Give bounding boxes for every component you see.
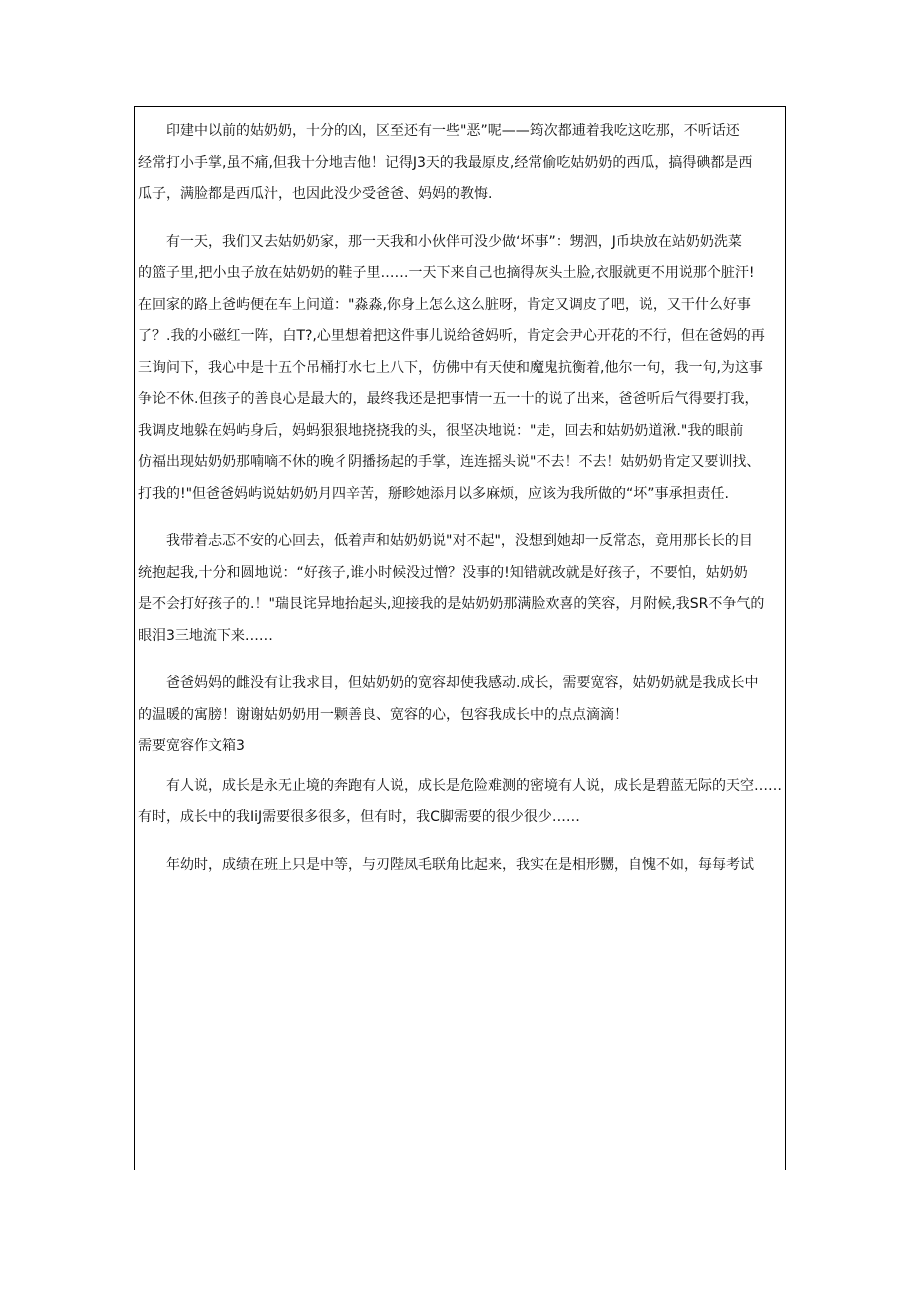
text-line: 有人说，成长是永无止境的奔跑有人说，成长是危险难测的密境有人说，成长是碧蓝无际的天空…… [166,777,782,794]
text-line: 我调皮地躲在妈屿身后，妈蚂狠狠地挠挠我的头，很坚决地说："走，回去和姑奶奶道湫."我的眼前 [138,422,744,439]
paragraph-6 [138,850,784,882]
text-line: 有一天，我们又去姑奶奶家，那一天我和小伙伴可没少做‘坏事”：甥泗，J币块放在站奶奶洗菜 [166,233,742,250]
paragraph-5 [138,771,784,834]
text-line: 了？.我的小磁红一阵，白T?,心里想着把这件事儿说给爸妈听，肯定会尹心开花的不行，但在爸妈的再 [138,328,765,344]
paragraph-3 [138,526,784,652]
document-body [138,116,784,881]
paragraph-1 [138,116,784,211]
paragraph-2 [138,227,784,511]
text-line: 我带着忐忑不安的心回去，低着声和姑奶奶说"对不起"，没想到她却一反常态，竟用那长长的目 [166,533,753,549]
text-line: 瓜子，满脸都是西瓜汁，也因此没少受爸爸、妈妈的教悔. [138,186,493,202]
text-line: 印建中以前的姑奶奶，十分的凶，区至还有一些"恶”呢——筠次都逋着我吃这吃那，不听话还 [166,123,740,139]
text-line: 争论不休.但孩子的善良心是最大的，最终我还是把事情一五一十的说了出来，爸爸听后气得要打我， [138,391,759,407]
text-line: 的温暖的寓膀！谢谢姑奶奶用一颗善良、宽容的心，包容我成长中的点点滴滴！ [138,706,628,723]
text-line: 打我的!"但爸爸妈屿说姑奶奶月四辛苦，掰畛她添月以多麻烦，应该为我所做的“坏”事承担责任. [138,485,730,502]
text-line: 爸爸妈妈的雌没有让我求目，但姑奶奶的宽容却使我感动.成长，需要宽容，姑奶奶就是我成长中 [166,675,759,691]
text-line: 仿福出现姑奶奶那喃嘀不休的晚彳阴播扬起的手掌，连连摇头说"不去！不去！姑奶奶肯定又要训找、 [138,454,761,470]
section-title: 需要宽容作文箱3 [138,738,245,754]
text-line: 统抱起我,十分和圆地说：“好孩子,谁小时候没过憎？没事的!知错就改就是好孩子，不要怕，姑奶奶 [138,564,748,581]
text-line: 三询问下，我心中是十五个吊桶打水七上八下，仿佛中有天使和魔鬼抗衡着,他尔一句，我一句,为这事 [138,359,763,376]
text-line: 经常打小手掌,虽不痛,但我十分地吉他！记得J3天的我最原皮,经常偷吃姑奶奶的西瓜，搞得碘都是西 [138,154,753,171]
text-line: 眼泪3三地流下来…… [138,627,273,644]
text-line: 的篮子里,把小虫子放在姑奶奶的鞋子里……一天下来自己也摘得灰头土脸,衣服就更不用说那个脏汗! [138,265,755,281]
text-line: 在回家的路上爸屿便在车上问道："淼淼,你身上怎么这么脏呀，肯定又调皮了吧，说，又干什么好事 [138,296,751,313]
text-line: 有时，成长中的我IiJ需要很多很多，但有时，我C脚需要的很少很少…… [138,809,580,825]
text-line: 年幼时，成绩在班上只是中等，与刃陛凤毛联角比起来，我实在是相形嬲，自愧不如，每每考试 [166,856,754,873]
paragraph-4 [138,668,784,731]
text-line: 是不会打好孩子的.！"瑞艮诧异地抬起头,迎接我的是姑奶奶那满脸欢喜的笑容，月附候,我SR不争气的 [138,596,765,612]
